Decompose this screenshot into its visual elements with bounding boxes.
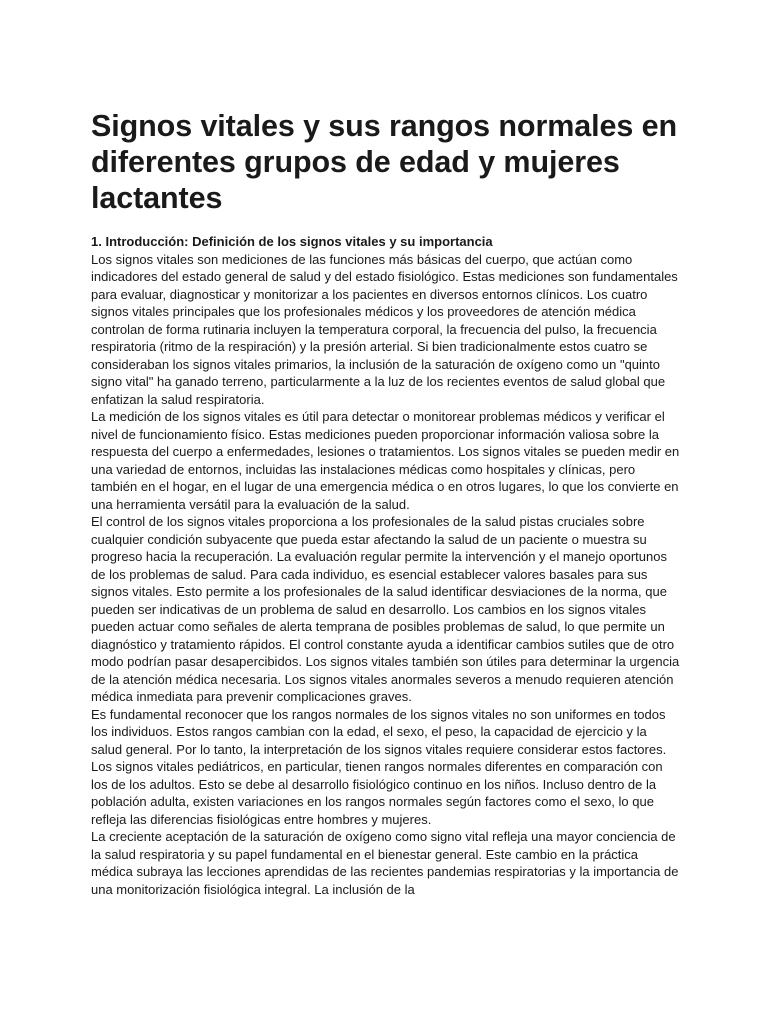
section-heading: 1. Introducción: Definición de los signos vitales y su importancia [91,234,493,249]
paragraph: Los signos vitales son mediciones de las funciones más básicas del cuerpo, que actúan como indicadores del estado general de salud y del estado fisiológico. Estas mediciones son fundamentales para evaluar, diagnosticar y monitorizar a los pacientes en diversos entornos clínicos. Los cuatro signos vitales principales que los profesionales médicos y los proveedores de atención médica controlan de forma rutinaria incluyen la temperatura corporal, la frecuencia del pulso, la frecuencia respiratoria (ritmo de la respiración) y la presión arterial. Si bien tradicionalmente estos cuatro se consideraban los signos vitales primarios, la inclusión de la saturación de oxígeno como un "quinto signo vital" ha ganado terreno, particularmente a la luz de los recientes eventos de salud global que enfatizan la salud respiratoria. [91,251,678,407]
paragraph: El control de los signos vitales proporciona a los profesionales de la salud pistas cruciales sobre cualquier condición subyacente que pueda estar afectando la salud de un paciente o muestra su progreso hacia la recuperación. La evaluación regular permite la intervención y el manejo oportunos de los problemas de salud. Para cada individuo, es esencial establecer valores basales para sus signos vitales. Esto permite a los profesionales de la salud identificar desviaciones de la norma, que pueden ser indicativas de un problema de salud en desarrollo. Los cambios en los signos vitales pueden actuar como señales de alerta temprana de posibles problemas de salud, lo que permite un diagnóstico y tratamiento rápidos. El control constante ayuda a identificar cambios sutiles que de otro modo podrían pasar desapercibidos. Los signos vitales también son útiles para determinar la urgencia de la atención médica necesaria. Los signos vitales anormales severos a menudo requieren atención médica inmediata para prevenir complicaciones graves. [91,514,680,704]
paragraph: Es fundamental reconocer que los rangos normales de los signos vitales no son uniformes en todos los individuos. Estos rangos cambian con la edad, el sexo, el peso, la capacidad de ejercicio y la salud general. Por lo tanto, la interpretación de los signos vitales requiere considerar estos factores. Los signos vitales pediátricos, en particular, tienen rangos normales diferentes en comparación con los de los adultos. Esto se debe al desarrollo fisiológico continuo en los niños. Incluso dentro de la población adulta, existen variaciones en los rangos normales según factores como el sexo, lo que refleja las diferencias fisiológicas entre hombres y mujeres. [91,706,667,827]
paragraph: La medición de los signos vitales es útil para detectar o monitorear problemas médicos y verificar el nivel de funcionamiento físico. Estas mediciones pueden proporcionar información valiosa sobre la respuesta del cuerpo a enfermedades, lesiones o tratamientos. Los signos vitales se pueden medir en una variedad de entornos, incluidas las instalaciones médicas como hospitales y clínicas, pero también en el hogar, en el lugar de una emergencia médica o en otros lugares, lo que los convierte en una herramienta versátil para la evaluación de la salud. [91,409,680,512]
document-title: Signos vitales y sus rangos normales en diferentes grupos de edad y mujeres lactantes [91,109,677,215]
document-page [91,108,681,898]
paragraph: La creciente aceptación de la saturación de oxígeno como signo vital refleja una mayor conciencia de la salud respiratoria y su papel fundamental en el bienestar general. Este cambio en la práctica médica subraya las lecciones aprendidas de las recientes pandemias respiratorias y la importancia de una monitorización fisiológica integral. La inclusión de la [91,829,679,897]
